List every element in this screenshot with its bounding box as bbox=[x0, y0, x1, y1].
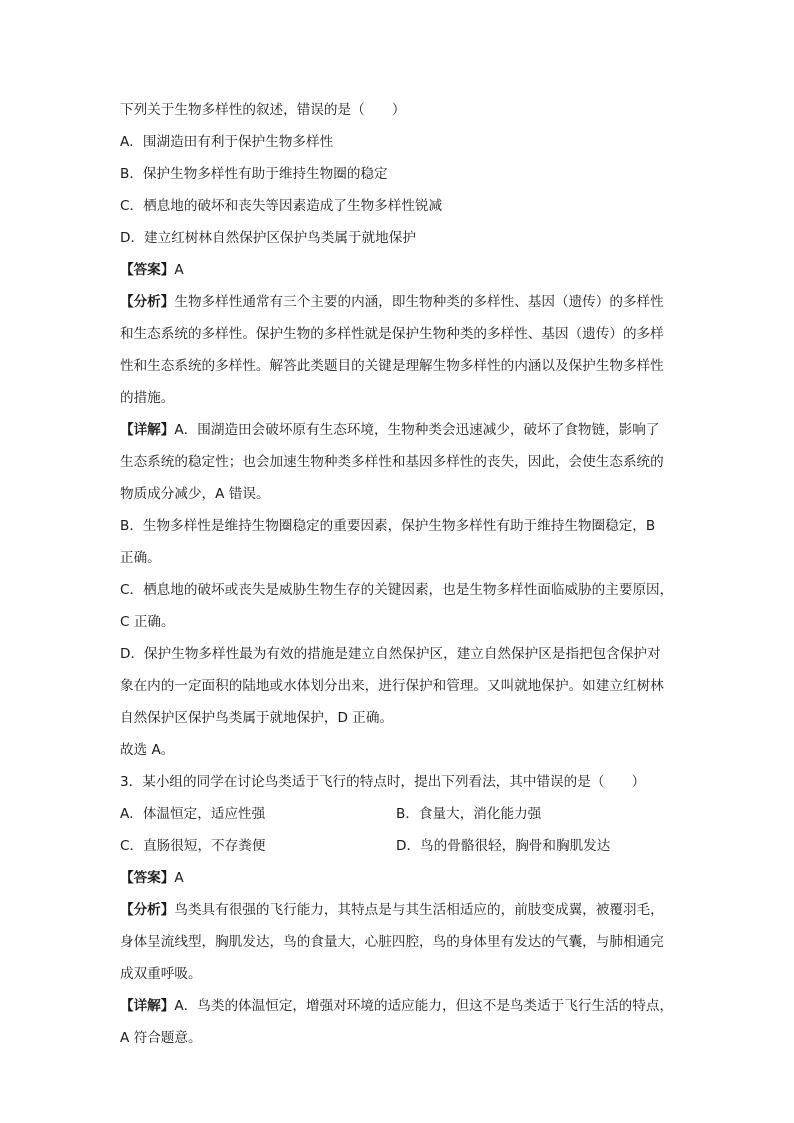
analysis-line-1 bbox=[120, 292, 664, 312]
detail-line-1 bbox=[120, 420, 659, 440]
detail-text: A．围湖造田会破坏原有生态环境，生物种类会迅速减少，破坏了食物链，影响了 bbox=[174, 422, 660, 438]
analysis-line-1 bbox=[120, 900, 664, 920]
answer-tag: 【答案】 bbox=[120, 262, 175, 278]
detail-line-8: D．保护生物多样性最为有效的措施是建立自然保护区，建立自然保护区是指把包含保护对 bbox=[120, 646, 661, 662]
option-b: B．食量大，消化能力强 bbox=[396, 806, 542, 822]
detail-line-6: C．栖息地的破坏或丧失是威胁生物生存的关键因素，也是生物多样性面临威胁的主要原因， bbox=[120, 582, 674, 598]
answer-tag: 【答案】 bbox=[120, 870, 175, 886]
detail-tag: 【详解】 bbox=[120, 998, 175, 1014]
analysis-line-3: 性和生态系统的多样性。解答此类题目的关键是理解生物多样性的内涵以及保护生物多样性 bbox=[120, 358, 664, 374]
detail-text: A．鸟类的体温恒定，增强对环境的适应能力，但这不是鸟类适于飞行生活的特点， bbox=[174, 998, 674, 1014]
analysis-line-4: 的措施。 bbox=[120, 390, 175, 406]
option-a: A．围湖造田有利于保护生物多样性 bbox=[120, 134, 334, 150]
detail-line-2: 生态系统的稳定性；也会加速生物种类多样性和基因多样性的丧失，因此，会使生态系统的 bbox=[120, 454, 664, 470]
option-row-cd bbox=[120, 836, 611, 856]
detail-line-3: 物质成分减少，A 错误。 bbox=[120, 486, 270, 502]
answer-line bbox=[120, 868, 184, 888]
analysis-line-2: 身体呈流线型，胸肌发达，鸟的食量大，心脏四腔，鸟的身体里有发达的气囊，与肺相通完 bbox=[120, 934, 664, 950]
analysis-line-2: 和生态系统的多样性。保护生物的多样性就是保护生物种类的多样性、基因（遗传）的多样 bbox=[120, 326, 664, 342]
detail-line-1 bbox=[120, 996, 673, 1016]
analysis-tag: 【分析】 bbox=[120, 902, 175, 918]
answer-line bbox=[120, 260, 184, 280]
option-d: D．鸟的骨骼很轻，胸骨和胸肌发达 bbox=[396, 838, 611, 854]
question-stem: 3．某小组的同学在讨论鸟类适于飞行的特点时，提出下列看法，其中错误的是（ ） bbox=[120, 774, 646, 790]
detail-line-5: 正确。 bbox=[120, 550, 161, 566]
option-c: C．直肠很短，不存粪便 bbox=[120, 838, 266, 854]
answer-value: A bbox=[174, 262, 184, 278]
analysis-text: 鸟类具有很强的飞行能力，其特点是与其生活相适应的，前肢变成翼，被覆羽毛， bbox=[174, 902, 664, 918]
detail-line-4: B．生物多样性是维持生物圈稳定的重要因素，保护生物多样性有助于维持生物圈稳定，B bbox=[120, 518, 656, 534]
option-d: D．建立红树林自然保护区保护鸟类属于就地保护 bbox=[120, 230, 416, 246]
detail-line-11: 故选 A。 bbox=[120, 742, 175, 758]
detail-line-2: A 符合题意。 bbox=[120, 1030, 202, 1046]
analysis-text: 生物多样性通常有三个主要的内涵，即生物种类的多样性、基因（遗传）的多样性 bbox=[174, 294, 664, 310]
analysis-tag: 【分析】 bbox=[120, 294, 175, 310]
detail-line-10: 自然保护区保护鸟类属于就地保护，D 正确。 bbox=[120, 710, 394, 726]
detail-line-9: 象在内的一定面积的陆地或水体划分出来，进行保护和管理。又叫就地保护。如建立红树林 bbox=[120, 678, 664, 694]
answer-value: A bbox=[174, 870, 184, 886]
question-stem: 下列关于生物多样性的叙述，错误的是（ ） bbox=[120, 102, 406, 118]
option-a: A．体温恒定，适应性强 bbox=[120, 806, 266, 822]
detail-tag: 【详解】 bbox=[120, 422, 175, 438]
option-row-ab bbox=[120, 804, 542, 824]
analysis-line-3: 成双重呼吸。 bbox=[120, 966, 202, 982]
detail-line-7: C 正确。 bbox=[120, 614, 175, 630]
option-b: B．保护生物多样性有助于维持生物圈的稳定 bbox=[120, 166, 388, 182]
option-c: C．栖息地的破坏和丧失等因素造成了生物多样性锐减 bbox=[120, 198, 443, 214]
